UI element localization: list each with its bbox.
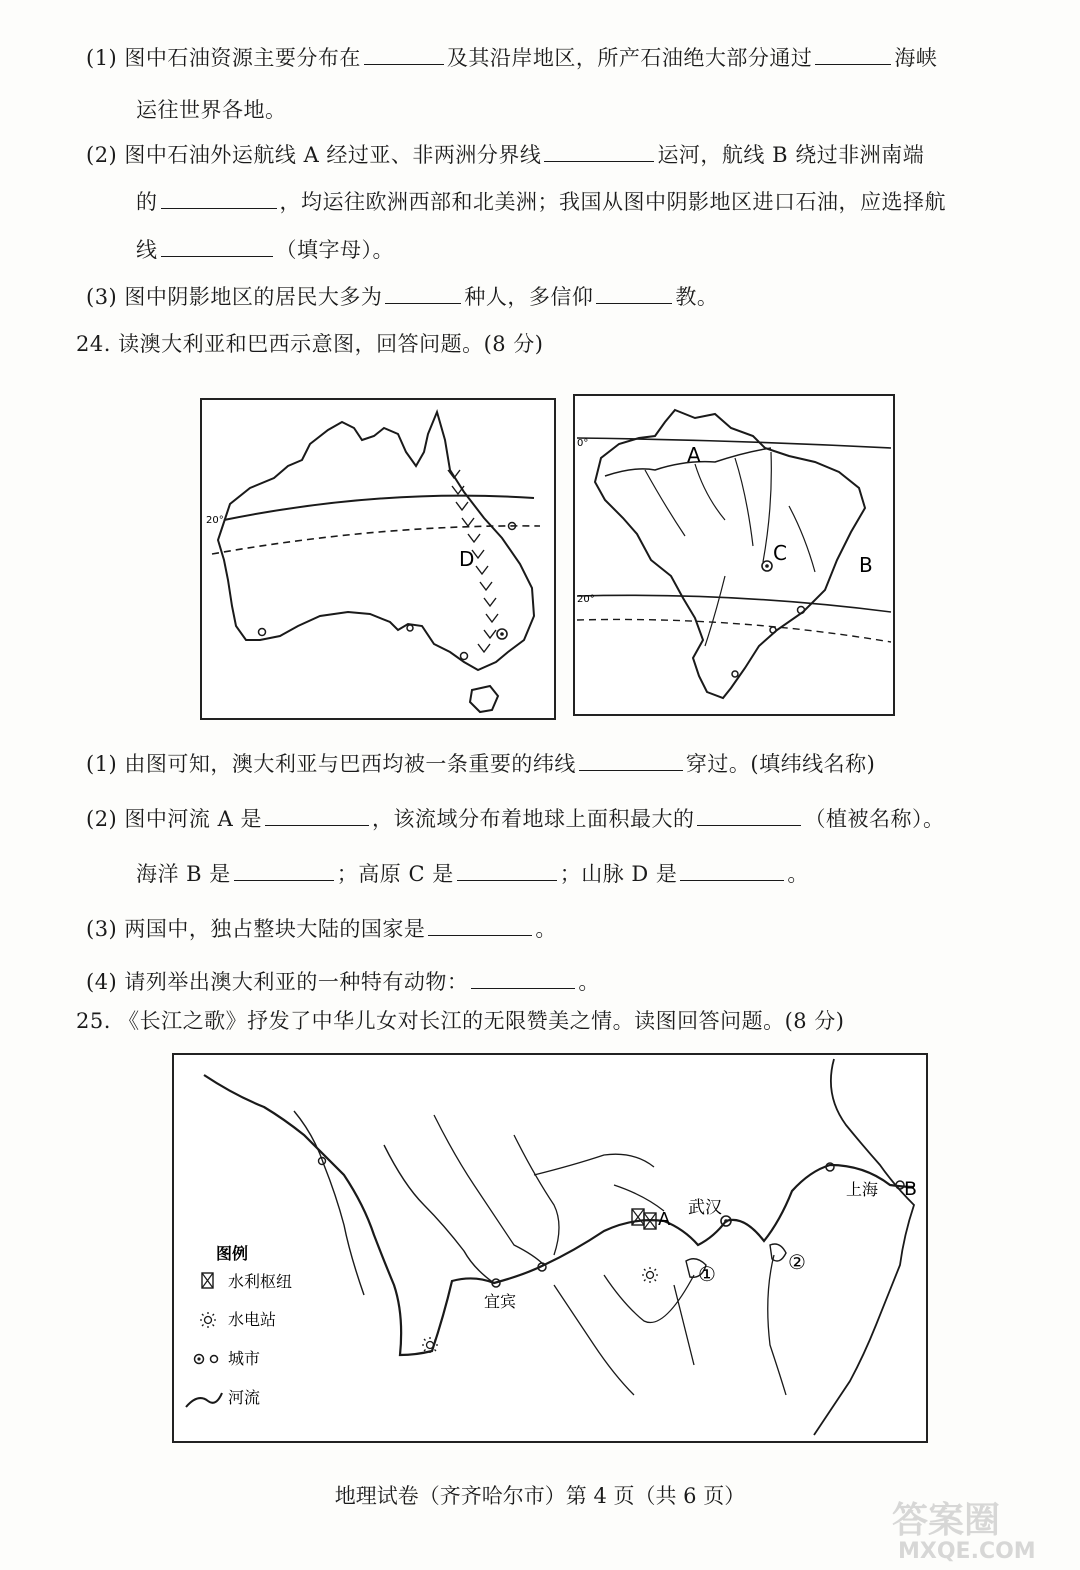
legend-city-label: 城市 — [228, 1349, 261, 1368]
q23-line-2 — [86, 139, 924, 169]
coastline — [814, 1059, 914, 1435]
southern-tributaries — [554, 1255, 786, 1395]
tasmania-outline — [470, 686, 498, 712]
q24-s2 — [86, 803, 944, 833]
q24-title: 24. 读澳大利亚和巴西示意图，回答问题。(8 分) — [76, 332, 544, 356]
q23-l2-text-f: （填字母）。 — [275, 238, 394, 262]
q23-l2-text-a: (2) 图中石油外运航线 A 经过亚、非两洲分界线 — [86, 143, 542, 167]
han-river — [534, 1154, 664, 1211]
watermark-cn: 答案圈 — [892, 1500, 1001, 1541]
upper-tributaries — [294, 1111, 494, 1295]
au-lat-label: 20° — [206, 515, 224, 526]
brazil-outline — [595, 410, 865, 698]
q24-s2-text-c: （植被名称）。 — [804, 807, 945, 831]
label-b: B — [904, 1178, 918, 1200]
au-label-d: D — [459, 547, 475, 571]
poyang-lake — [770, 1244, 786, 1261]
q23-l2-text-b: 运河，航线 B 绕过非洲南端 — [657, 143, 925, 167]
page-footer: 地理试卷（齐齐哈尔市）第 4 页（共 6 页） — [334, 1484, 746, 1508]
q24-s2-text-b: ，该流域分布着地球上面积最大的 — [371, 807, 695, 831]
q24-s3 — [86, 913, 557, 943]
hydropower-station-icon-2 — [642, 1267, 658, 1283]
label-yibin: 宜宾 — [484, 1292, 517, 1311]
br-lat0-label: 0° — [577, 438, 589, 449]
australia-map — [200, 398, 556, 720]
legend-river-icon — [186, 1393, 222, 1407]
city-adelaide — [407, 625, 413, 631]
legend-title: 图例 — [216, 1244, 249, 1263]
yangtze-main-stream — [204, 1075, 914, 1355]
q23-line-3 — [86, 281, 718, 311]
city-south — [732, 671, 738, 677]
q24-s2-text-e: ；高原 C 是 — [336, 862, 454, 886]
q23-blank-4[interactable] — [161, 188, 277, 209]
q24-s4-text-a: (4) 请列举出澳大利亚的一种特有动物： — [86, 970, 469, 994]
q23-line-1b — [136, 94, 287, 124]
q23-l1-text-b: 及其沿岸地区，所产石油绝大部分通过 — [446, 46, 813, 70]
legend-dam-icon — [202, 1273, 213, 1288]
q24-blank-3[interactable] — [697, 805, 801, 826]
br-tropic-line — [577, 595, 891, 612]
q24-blank-6[interactable] — [680, 860, 784, 881]
city-perth — [259, 629, 266, 636]
br-label-c: C — [773, 541, 787, 565]
label-2: ② — [788, 1250, 806, 1274]
q24-s1-text-a: (1) 由图可知，澳大利亚与巴西均被一条重要的纬线 — [86, 752, 576, 776]
q24-s2-text-f: ；山脉 D 是 — [559, 862, 678, 886]
q24-s3-text-b: 。 — [535, 917, 557, 941]
q24-s2-text-d: 海洋 B 是 — [136, 862, 231, 886]
q24-blank-8[interactable] — [471, 968, 575, 989]
q23-l2-text-c: 的 — [136, 190, 158, 214]
australia-capital-dot — [500, 632, 504, 636]
yangtze-map-svg — [174, 1055, 926, 1441]
q24-blank-5[interactable] — [457, 860, 557, 881]
q23-blank-6[interactable] — [385, 283, 461, 304]
city-wuhan-dot — [724, 1219, 728, 1223]
city-sao-paulo — [770, 627, 776, 633]
br-label-b: B — [859, 553, 873, 577]
legend-hydro-icon — [200, 1312, 216, 1328]
q23-line-1 — [86, 42, 937, 72]
legend-city-icon — [195, 1355, 218, 1364]
q24-blank-1[interactable] — [579, 750, 683, 771]
city-melbourne — [461, 653, 468, 660]
label-shanghai: 上海 — [846, 1180, 879, 1199]
q23-l3-text-c: 教。 — [675, 285, 719, 309]
q23-blank-2[interactable] — [815, 44, 891, 65]
q23-blank-3[interactable] — [544, 141, 654, 162]
br-dashed-line — [577, 619, 891, 642]
brazil-map-svg — [575, 396, 893, 714]
brazil-map — [573, 394, 895, 716]
q23-blank-5[interactable] — [161, 236, 273, 257]
australia-map-svg — [202, 400, 554, 718]
q24-s2-text-a: (2) 图中河流 A 是 — [86, 807, 262, 831]
tropic-line — [224, 496, 534, 520]
label-a: A — [658, 1209, 671, 1230]
three-gorges-dam-icon — [632, 1209, 656, 1229]
q24-blank-4[interactable] — [234, 860, 334, 881]
q24-s4-text-b: 。 — [578, 970, 600, 994]
q23-l1-text-a: (1) 图中石油资源主要分布在 — [86, 46, 361, 70]
q23-l3-text-a: (3) 图中阴影地区的居民大多为 — [86, 285, 383, 309]
q25-title: 25. 《长江之歌》抒发了中华儿女对长江的无限赞美之情。读图回答问题。(8 分) — [76, 1009, 845, 1033]
dashed-latitude-line — [212, 526, 540, 554]
q23-l2-text-e: 线 — [136, 238, 158, 262]
brazil-capital-dot — [765, 564, 769, 568]
legend-dam-label: 水利枢纽 — [228, 1272, 293, 1291]
label-1: ① — [698, 1262, 716, 1286]
q23-line-2b — [136, 186, 946, 216]
q24-s1 — [86, 748, 875, 778]
amazon-tributaries — [645, 452, 771, 562]
q23-blank-7[interactable] — [596, 283, 672, 304]
min-jialing-rivers — [434, 1115, 559, 1265]
q24-blank-7[interactable] — [428, 915, 532, 936]
br-lat20-label: 20° — [577, 594, 595, 605]
q23-l1-text-c: 海峡 — [894, 46, 938, 70]
watermark-logo — [884, 1492, 1074, 1564]
q24-s3-text-a: (3) 两国中，独占整块大陆的国家是 — [86, 917, 426, 941]
q24-s4 — [86, 966, 600, 996]
map-legend — [186, 1244, 292, 1407]
q23-l2-text-d: ，均运往欧洲西部和北美洲；我国从图中阴影地区进口石油，应选择航 — [279, 190, 946, 214]
q24-s2b — [136, 858, 809, 888]
watermark-en: MXQE.COM — [898, 1539, 1036, 1564]
yangtze-map — [172, 1053, 928, 1443]
q23-line-2c — [136, 234, 394, 264]
q24-s2-text-g: 。 — [787, 862, 809, 886]
q23-l3-text-b: 种人，多信仰 — [464, 285, 594, 309]
q24-blank-2[interactable] — [265, 805, 369, 826]
label-wuhan: 武汉 — [688, 1198, 722, 1218]
q23-blank-1[interactable] — [364, 44, 444, 65]
legend-hydro-label: 水电站 — [228, 1310, 277, 1329]
legend-river-label: 河流 — [228, 1388, 261, 1407]
q23-l1-text-d: 运往世界各地。 — [136, 98, 287, 122]
q24-s1-text-b: 穿过。(填纬线名称) — [685, 752, 876, 776]
br-label-a: A — [687, 443, 701, 467]
